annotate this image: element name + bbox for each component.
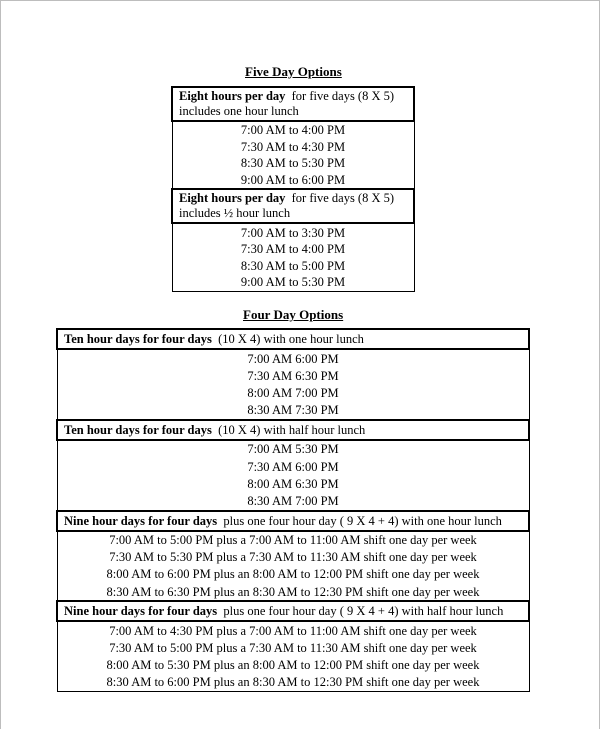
time-row: 7:30 AM 6:00 PM	[247, 459, 339, 474]
time-row: 7:30 AM to 4:00 PM	[240, 242, 346, 257]
time-row: 7:30 AM 6:30 PM	[247, 368, 339, 383]
five-day-group-1-header	[172, 87, 414, 121]
group-header-line2: includes ½ hour lunch	[179, 206, 291, 221]
time-row: 8:00 AM to 5:30 PM plus an 8:00 AM to 12:00 PM shift one day per week	[106, 658, 480, 673]
time-row: 7:00 AM to 4:00 PM	[240, 123, 346, 138]
group-header-line2: includes one hour lunch	[179, 104, 299, 118]
group-header-rest: plus one four hour day ( 9 X 4 + 4) with one hour lunch	[223, 513, 502, 528]
time-row: 7:30 AM to 5:00 PM plus a 7:30 AM to 11:30 AM shift one day per week	[109, 641, 477, 656]
five-day-table	[171, 86, 415, 292]
time-row: 8:30 AM to 5:00 PM	[240, 258, 346, 273]
group-header-rest: for five days (8 X 5)	[291, 89, 395, 103]
time-row: 7:00 AM to 4:30 PM plus a 7:00 AM to 11:00 AM shift one day per week	[109, 623, 477, 638]
time-row: 7:30 AM to 4:30 PM	[240, 139, 346, 154]
four-day-group-1-header	[57, 329, 529, 349]
time-row: 8:30 AM 7:30 PM	[247, 403, 339, 418]
time-row: 8:30 AM to 6:30 PM plus an 8:30 AM to 12:30 PM shift one day per week	[106, 584, 480, 599]
four-day-title: Four Day Options	[243, 307, 344, 322]
four-day-group-3-header	[57, 511, 529, 531]
group-header-rest: (10 X 4) with one hour lunch	[218, 332, 364, 346]
four-day-group-2-header	[57, 420, 529, 440]
time-row: 8:00 AM to 6:00 PM plus an 8:00 AM to 12:00 PM shift one day per week	[106, 567, 480, 582]
five-day-group-2-header	[172, 189, 414, 223]
time-row: 8:30 AM to 6:00 PM plus an 8:30 AM to 12:30 PM shift one day per week	[106, 675, 480, 690]
time-row: 8:00 AM 7:00 PM	[247, 385, 339, 400]
group-header-rest: for five days (8 X 5)	[291, 191, 395, 206]
group-header-bold: Eight hours per day	[179, 89, 286, 103]
group-header-bold: Ten hour days for four days	[64, 422, 212, 437]
time-row: 7:00 AM to 3:30 PM	[240, 225, 346, 240]
time-row: 8:30 AM to 5:30 PM	[240, 156, 346, 171]
group-header-bold: Eight hours per day	[179, 191, 286, 206]
time-row: 7:00 AM 6:00 PM	[247, 351, 339, 366]
group-header-rest: plus one four hour day ( 9 X 4 + 4) with half hour lunch	[223, 604, 504, 619]
group-header-bold: Ten hour days for four days	[64, 332, 212, 346]
group-header-bold: Nine hour days for four days	[64, 604, 218, 619]
group-header-bold: Nine hour days for four days	[64, 513, 218, 528]
time-row: 7:00 AM 5:30 PM	[247, 442, 339, 457]
four-day-table	[56, 328, 530, 692]
five-day-title: Five Day Options	[245, 64, 342, 79]
time-row: 9:00 AM to 6:00 PM	[240, 173, 346, 188]
time-row: 9:00 AM to 5:30 PM	[240, 275, 346, 290]
time-row: 7:00 AM to 5:00 PM plus a 7:00 AM to 11:00 AM shift one day per week	[109, 533, 477, 548]
time-row: 8:30 AM 7:00 PM	[247, 493, 339, 508]
time-row: 7:30 AM to 5:30 PM plus a 7:30 AM to 11:30 AM shift one day per week	[109, 550, 477, 565]
four-day-group-4-header	[57, 601, 529, 621]
time-row: 8:00 AM 6:30 PM	[247, 476, 339, 491]
group-header-rest: (10 X 4) with half hour lunch	[218, 422, 366, 437]
